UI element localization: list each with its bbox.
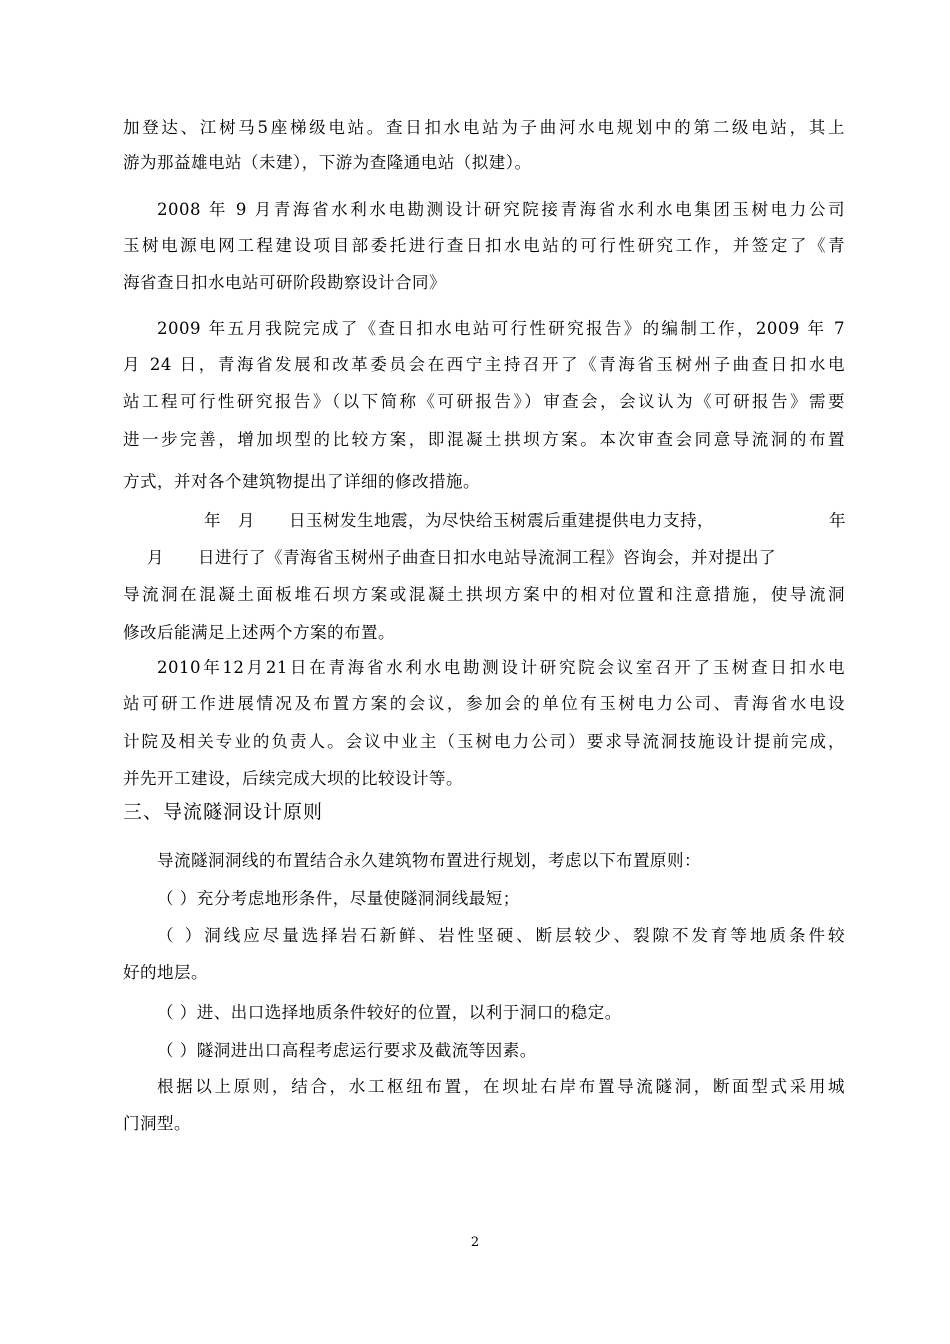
paragraph-4-line-2: 月 日进行了《青海省玉树州子曲查日扣水电站导流洞工程》咨询会，并对提出了 <box>147 548 776 567</box>
principle-2-line-2: 好的地层。 <box>123 963 208 982</box>
paragraph-5-line-2: 站可研工作进展情况及布置方案的会议，参加会的单位有玉树电力公司、青海省水电设 <box>123 694 845 713</box>
paragraph-1-line-2: 游为那益雄电站（未建），下游为查隆通电站（拟建）。 <box>123 153 532 172</box>
principle-4: （ ）隧洞进出口高程考虑运行要求及截流等因素。 <box>157 1041 537 1060</box>
paragraph-4-line-1: 年 月 日玉树发生地震，为尽快给玉树震后重建提供电力支持， <box>204 511 714 530</box>
paragraph-5-line-3: 计院及相关专业的负责人。会议中业主（玉树电力公司）要求导流洞技施设计提前完成， <box>123 732 845 751</box>
paragraph-2-line-2: 玉树电源电网工程建设项目部委托进行查日扣水电站的可行性研究工作，并签定了《青 <box>123 236 845 255</box>
principle-2-line-1: （ ）洞线应尽量选择岩石新鲜、岩性坚硬、断层较少、裂隙不发育等地质条件较 <box>157 926 845 945</box>
paragraph-4-line-4: 修改后能满足上述两个方案的布置。 <box>123 623 395 642</box>
paragraph-2-line-1: 2008 年 9 月青海省水利水电勘测设计研究院接青海省水利水电集团玉树电力公司 <box>157 200 845 219</box>
paragraph-6-line-1: 导流隧洞洞线的布置结合永久建筑物布置进行规划，考虑以下布置原则： <box>157 851 701 870</box>
paragraph-7-line-2: 门洞型。 <box>123 1114 191 1133</box>
section-heading: 三、导流隧洞设计原则 <box>123 801 324 823</box>
paragraph-1-line-1: 加登达、江树马5座梯级电站。查日扣水电站为子曲河水电规划中的第二级电站，其上 <box>123 118 845 137</box>
paragraph-7-line-1: 根据以上原则，结合，水工枢纽布置，在坝址右岸布置导流隧洞，断面型式采用城 <box>157 1077 845 1096</box>
paragraph-5-line-1: 2010年12月21日在青海省水利水电勘测设计研究院会议室召开了玉树查日扣水电 <box>157 658 845 677</box>
paragraph-4-line-1-end: 年 <box>829 511 846 530</box>
principle-3: （ ）进、出口选择地质条件较好的位置，以利于洞口的稳定。 <box>157 1003 622 1022</box>
page-number: 2 <box>470 1235 480 1250</box>
paragraph-4-line-3: 导流洞在混凝土面板堆石坝方案或混凝土拱坝方案中的相对位置和注意措施，使导流洞 <box>123 585 845 604</box>
paragraph-3-line-1: 2009 年五月我院完成了《查日扣水电站可行性研究报告》的编制工作，2009 年 7 <box>157 319 845 338</box>
paragraph-3-line-5: 方式，并对各个建筑物提出了详细的修改措施。 <box>123 472 480 491</box>
paragraph-3-line-3: 站工程可行性研究报告》（以下简称《可研报告》）审查会，会议认为《可研报告》需要 <box>123 392 845 411</box>
paragraph-3-line-2: 月 24 日，青海省发展和改革委员会在西宁主持召开了《青海省玉树州子曲查日扣水电 <box>123 355 845 374</box>
principle-1: （ ）充分考虑地形条件，尽量使隧洞洞线最短； <box>157 889 520 908</box>
paragraph-5-line-4: 并先开工建设，后续完成大坝的比较设计等。 <box>123 769 463 788</box>
paragraph-2-line-3: 海省查日扣水电站可研阶段勘察设计合同》 <box>123 273 446 292</box>
paragraph-3-line-4: 进一步完善，增加坝型的比较方案，即混凝土拱坝方案。本次审查会同意导流洞的布置 <box>123 430 845 449</box>
